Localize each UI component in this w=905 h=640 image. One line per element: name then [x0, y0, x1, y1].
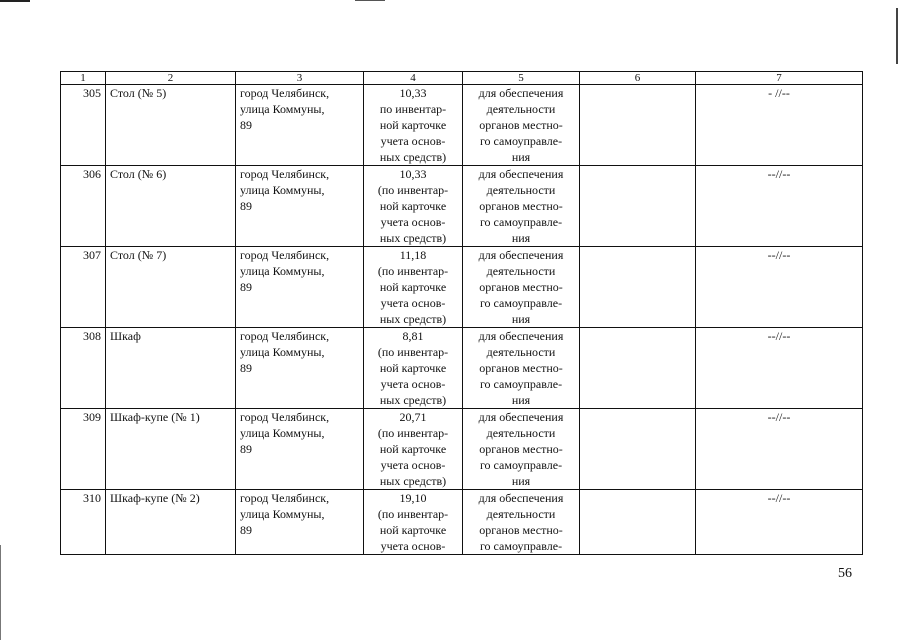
item-purpose-line: ния [511, 150, 531, 164]
item-purpose-line: для обеспечения [478, 329, 564, 343]
item-cost-line: учета основ- [380, 377, 446, 391]
item-purpose-line: для обеспечения [478, 491, 564, 505]
header-cell: 4 [364, 72, 463, 85]
header-cell: 3 [236, 72, 364, 85]
item-purpose [463, 166, 580, 247]
item-purpose-line: деятельности [486, 345, 556, 359]
item-purpose-line: го самоуправле- [479, 539, 563, 553]
item-cost-line: учета основ- [380, 458, 446, 472]
item-cost-line: (по инвентар- [377, 183, 449, 197]
item-address-line: 89 [240, 523, 252, 537]
item-address [236, 247, 364, 328]
item-address-line: город Челябинск, [240, 491, 330, 505]
header-cell: 2 [106, 72, 236, 85]
item-address-line: улица Коммуны, [240, 183, 325, 197]
item-name: Шкаф-купе (№ 1) [106, 409, 236, 490]
scan-edge-mark [896, 8, 898, 64]
item-cost-line: ных средств) [379, 474, 447, 488]
item-name: Стол (№ 5) [106, 85, 236, 166]
item-cost-line: ной карточке [379, 523, 447, 537]
header-cell: 7 [696, 72, 863, 85]
header-cell: 1 [61, 72, 106, 85]
item-address [236, 85, 364, 166]
item-address-line: улица Коммуны, [240, 264, 325, 278]
item-name: Стол (№ 7) [106, 247, 236, 328]
item-address-line: город Челябинск, [240, 86, 330, 100]
item-cost-line: учета основ- [380, 539, 446, 553]
item-purpose-line: деятельности [486, 507, 556, 521]
item-cost-line: ной карточке [379, 280, 447, 294]
item-note: --//-- [696, 409, 863, 490]
item-purpose-line: для обеспечения [478, 248, 564, 262]
item-purpose-line: органов местно- [479, 442, 563, 456]
column-6-cell [580, 490, 696, 555]
item-address-line: город Челябинск, [240, 410, 330, 424]
item-purpose-line: ния [511, 231, 531, 245]
item-address [236, 328, 364, 409]
item-cost-line: (по инвентар- [377, 426, 449, 440]
table-row [61, 490, 863, 555]
table-row [61, 328, 863, 409]
header-row [61, 72, 863, 85]
item-purpose-line: ния [511, 474, 531, 488]
item-cost [364, 328, 463, 409]
item-cost-line: учета основ- [380, 215, 446, 229]
item-purpose-line: органов местно- [479, 361, 563, 375]
item-purpose [463, 328, 580, 409]
item-purpose-line: для обеспечения [478, 410, 564, 424]
page-number: 56 [838, 566, 852, 581]
item-address [236, 490, 364, 555]
item-cost [364, 247, 463, 328]
item-purpose-line: го самоуправле- [479, 458, 563, 472]
row-number: 306 [61, 166, 106, 247]
row-number: 309 [61, 409, 106, 490]
item-purpose-line: органов местно- [479, 280, 563, 294]
item-purpose [463, 247, 580, 328]
item-note: --//-- [696, 328, 863, 409]
item-cost-line: ных средств) [379, 312, 447, 326]
column-6-cell [580, 85, 696, 166]
item-cost [364, 85, 463, 166]
item-address-line: 89 [240, 280, 252, 294]
row-number: 307 [61, 247, 106, 328]
column-6-cell [580, 328, 696, 409]
item-address-line: 89 [240, 442, 252, 456]
item-purpose-line: деятельности [486, 264, 556, 278]
item-address [236, 166, 364, 247]
item-name: Стол (№ 6) [106, 166, 236, 247]
item-purpose-line: ния [511, 312, 531, 326]
column-6-cell [580, 247, 696, 328]
item-name: Шкаф [106, 328, 236, 409]
item-cost-line: ной карточке [379, 442, 447, 456]
item-cost-line: учета основ- [380, 134, 446, 148]
scan-edge-mark [0, 0, 30, 2]
item-address-line: улица Коммуны, [240, 345, 325, 359]
item-cost-line: учета основ- [380, 296, 446, 310]
item-address-line: город Челябинск, [240, 329, 330, 343]
item-cost-line: (по инвентар- [377, 507, 449, 521]
item-purpose-line: го самоуправле- [479, 215, 563, 229]
item-cost-line: ных средств) [379, 231, 447, 245]
item-address-line: 89 [240, 361, 252, 375]
item-purpose-line: деятельности [486, 426, 556, 440]
item-address-line: улица Коммуны, [240, 102, 325, 116]
item-address-line: улица Коммуны, [240, 426, 325, 440]
item-purpose-line: органов местно- [479, 118, 563, 132]
row-number: 305 [61, 85, 106, 166]
item-cost-line: ных средств) [379, 150, 447, 164]
item-cost-line: 10,33 [399, 86, 427, 100]
property-table [60, 71, 863, 555]
item-purpose [463, 409, 580, 490]
item-cost-line: (по инвентар- [377, 345, 449, 359]
item-cost-line: ных средств) [379, 393, 447, 407]
row-number: 310 [61, 490, 106, 555]
item-address-line: 89 [240, 118, 252, 132]
item-cost-line: ной карточке [379, 361, 447, 375]
table-row [61, 166, 863, 247]
item-purpose-line: го самоуправле- [479, 134, 563, 148]
item-purpose [463, 85, 580, 166]
header-cell: 6 [580, 72, 696, 85]
item-cost-line: 20,71 [399, 410, 427, 424]
item-purpose-line: го самоуправле- [479, 296, 563, 310]
item-cost-line: 8,81 [402, 329, 424, 343]
item-purpose-line: органов местно- [479, 523, 563, 537]
scan-edge-mark [355, 0, 385, 1]
item-purpose-line: го самоуправле- [479, 377, 563, 391]
item-purpose-line: для обеспечения [478, 86, 564, 100]
item-cost-line: 11,18 [399, 248, 427, 262]
item-cost [364, 409, 463, 490]
item-note: - //-- [696, 85, 863, 166]
item-address-line: город Челябинск, [240, 167, 330, 181]
item-purpose-line: ния [511, 393, 531, 407]
item-cost-line: по инвентар- [379, 102, 447, 116]
item-cost-line: 10,33 [399, 167, 427, 181]
item-purpose-line: деятельности [486, 183, 556, 197]
item-cost-line: 19,10 [399, 491, 427, 505]
table-row [61, 247, 863, 328]
item-cost-line: ной карточке [379, 118, 447, 132]
item-address-line: 89 [240, 199, 252, 213]
item-address [236, 409, 364, 490]
item-address-line: город Челябинск, [240, 248, 330, 262]
item-cost-line: ной карточке [379, 199, 447, 213]
item-cost [364, 166, 463, 247]
item-purpose-line: органов местно- [479, 199, 563, 213]
item-cost-line: (по инвентар- [377, 264, 449, 278]
table-row [61, 409, 863, 490]
item-note: --//-- [696, 247, 863, 328]
column-6-cell [580, 166, 696, 247]
item-note: --//-- [696, 166, 863, 247]
item-name: Шкаф-купе (№ 2) [106, 490, 236, 555]
item-cost [364, 490, 463, 555]
scan-edge-mark [0, 545, 1, 640]
header-cell: 5 [463, 72, 580, 85]
item-purpose-line: для обеспечения [478, 167, 564, 181]
item-purpose-line: деятельности [486, 102, 556, 116]
item-address-line: улица Коммуны, [240, 507, 325, 521]
table-row [61, 85, 863, 166]
row-number: 308 [61, 328, 106, 409]
item-note: --//-- [696, 490, 863, 555]
column-6-cell [580, 409, 696, 490]
item-purpose [463, 490, 580, 555]
